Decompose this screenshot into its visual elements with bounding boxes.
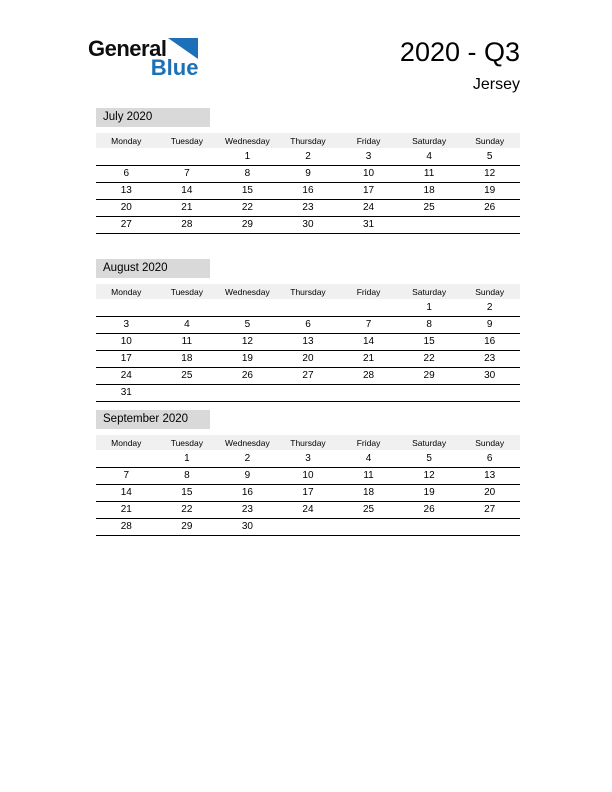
empty-day-cell <box>338 299 399 316</box>
empty-day-cell <box>278 518 339 535</box>
day-cell: 19 <box>399 484 460 501</box>
weekday-header: Sunday <box>459 284 520 299</box>
day-cell: 16 <box>278 182 339 199</box>
day-cell: 13 <box>278 333 339 350</box>
month-section-september <box>96 410 520 536</box>
empty-day-cell <box>217 299 278 316</box>
day-cell: 2 <box>459 299 520 316</box>
logo-text-general: General <box>88 36 167 61</box>
empty-day-cell <box>157 384 218 401</box>
empty-day-cell <box>217 384 278 401</box>
day-cell: 26 <box>217 367 278 384</box>
day-cell: 20 <box>278 350 339 367</box>
weekday-header-row <box>96 284 520 299</box>
day-cell: 9 <box>459 316 520 333</box>
title-block <box>400 38 520 94</box>
weekday-header: Friday <box>338 435 399 450</box>
day-cell: 15 <box>217 182 278 199</box>
day-cell: 20 <box>96 199 157 216</box>
week-row <box>96 165 520 182</box>
day-cell: 25 <box>338 501 399 518</box>
week-row <box>96 333 520 350</box>
day-cell: 3 <box>96 316 157 333</box>
week-row <box>96 350 520 367</box>
empty-day-cell <box>459 384 520 401</box>
month-section-august <box>96 259 520 402</box>
day-cell: 30 <box>278 216 339 233</box>
day-cell: 30 <box>459 367 520 384</box>
day-cell: 30 <box>217 518 278 535</box>
week-row <box>96 501 520 518</box>
month-title: September 2020 <box>96 410 210 429</box>
day-cell: 31 <box>338 216 399 233</box>
day-cell: 24 <box>338 199 399 216</box>
week-row <box>96 450 520 467</box>
day-cell: 31 <box>96 384 157 401</box>
day-cell: 5 <box>459 148 520 165</box>
day-cell: 12 <box>399 467 460 484</box>
weekday-header: Saturday <box>399 435 460 450</box>
day-cell: 17 <box>338 182 399 199</box>
day-cell: 27 <box>96 216 157 233</box>
day-cell: 23 <box>459 350 520 367</box>
day-cell: 22 <box>217 199 278 216</box>
day-cell: 5 <box>399 450 460 467</box>
day-cell: 17 <box>96 350 157 367</box>
calendar-table <box>96 284 520 402</box>
week-row <box>96 467 520 484</box>
calendar-table <box>96 435 520 536</box>
weekday-header-row <box>96 133 520 148</box>
day-cell: 19 <box>459 182 520 199</box>
day-cell: 13 <box>459 467 520 484</box>
week-row <box>96 148 520 165</box>
day-cell: 28 <box>157 216 218 233</box>
day-cell: 22 <box>157 501 218 518</box>
day-cell: 8 <box>217 165 278 182</box>
weekday-header: Monday <box>96 435 157 450</box>
logo-text-blue: Blue <box>150 55 199 80</box>
day-cell: 26 <box>399 501 460 518</box>
day-cell: 11 <box>338 467 399 484</box>
weekday-header: Saturday <box>399 133 460 148</box>
day-cell: 21 <box>96 501 157 518</box>
week-row <box>96 518 520 535</box>
weekday-header: Monday <box>96 133 157 148</box>
day-cell: 9 <box>278 165 339 182</box>
weekday-header: Sunday <box>459 435 520 450</box>
day-cell: 16 <box>459 333 520 350</box>
day-cell: 28 <box>96 518 157 535</box>
weekday-header: Sunday <box>459 133 520 148</box>
week-row <box>96 367 520 384</box>
week-row <box>96 299 520 316</box>
weekday-header: Friday <box>338 284 399 299</box>
day-cell: 10 <box>96 333 157 350</box>
quarter-title: 2020 - Q3 <box>399 37 520 67</box>
day-cell: 4 <box>338 450 399 467</box>
week-row <box>96 182 520 199</box>
day-cell: 14 <box>157 182 218 199</box>
day-cell: 6 <box>278 316 339 333</box>
day-cell: 7 <box>338 316 399 333</box>
location-subtitle: Jersey <box>472 75 520 93</box>
day-cell: 25 <box>157 367 218 384</box>
day-cell: 6 <box>96 165 157 182</box>
weekday-header: Wednesday <box>217 435 278 450</box>
day-cell: 13 <box>96 182 157 199</box>
day-cell: 14 <box>96 484 157 501</box>
weekday-header: Monday <box>96 284 157 299</box>
week-row <box>96 316 520 333</box>
empty-day-cell <box>338 518 399 535</box>
day-cell: 14 <box>338 333 399 350</box>
day-cell: 24 <box>96 367 157 384</box>
empty-day-cell <box>278 299 339 316</box>
day-cell: 19 <box>217 350 278 367</box>
day-cell: 3 <box>338 148 399 165</box>
day-cell: 25 <box>399 199 460 216</box>
month-title: August 2020 <box>96 259 210 278</box>
week-row <box>96 384 520 401</box>
empty-day-cell <box>459 518 520 535</box>
empty-day-cell <box>96 148 157 165</box>
day-cell: 3 <box>278 450 339 467</box>
day-cell: 21 <box>157 199 218 216</box>
day-cell: 29 <box>157 518 218 535</box>
calendar-table <box>96 133 520 234</box>
empty-day-cell <box>399 216 460 233</box>
day-cell: 1 <box>157 450 218 467</box>
empty-day-cell <box>399 518 460 535</box>
day-cell: 8 <box>399 316 460 333</box>
day-cell: 9 <box>217 467 278 484</box>
day-cell: 23 <box>217 501 278 518</box>
day-cell: 4 <box>399 148 460 165</box>
day-cell: 5 <box>217 316 278 333</box>
empty-day-cell <box>459 216 520 233</box>
weekday-header: Wednesday <box>217 133 278 148</box>
day-cell: 15 <box>399 333 460 350</box>
day-cell: 22 <box>399 350 460 367</box>
weekday-header-row <box>96 435 520 450</box>
day-cell: 12 <box>217 333 278 350</box>
empty-day-cell <box>338 384 399 401</box>
day-cell: 11 <box>399 165 460 182</box>
day-cell: 23 <box>278 199 339 216</box>
day-cell: 8 <box>157 467 218 484</box>
week-row <box>96 484 520 501</box>
month-title: July 2020 <box>96 108 210 127</box>
weekday-header: Tuesday <box>157 284 218 299</box>
day-cell: 10 <box>338 165 399 182</box>
weekday-header: Thursday <box>278 284 339 299</box>
weekday-header: Thursday <box>278 133 339 148</box>
day-cell: 10 <box>278 467 339 484</box>
day-cell: 18 <box>338 484 399 501</box>
day-cell: 16 <box>217 484 278 501</box>
day-cell: 27 <box>459 501 520 518</box>
empty-day-cell <box>157 148 218 165</box>
day-cell: 24 <box>278 501 339 518</box>
weekday-header: Friday <box>338 133 399 148</box>
weekday-header: Tuesday <box>157 435 218 450</box>
day-cell: 2 <box>278 148 339 165</box>
day-cell: 17 <box>278 484 339 501</box>
empty-day-cell <box>96 450 157 467</box>
empty-day-cell <box>157 299 218 316</box>
day-cell: 29 <box>399 367 460 384</box>
empty-day-cell <box>96 299 157 316</box>
day-cell: 26 <box>459 199 520 216</box>
general-blue-logo <box>88 38 198 79</box>
day-cell: 2 <box>217 450 278 467</box>
day-cell: 27 <box>278 367 339 384</box>
day-cell: 29 <box>217 216 278 233</box>
empty-day-cell <box>278 384 339 401</box>
day-cell: 18 <box>399 182 460 199</box>
day-cell: 1 <box>399 299 460 316</box>
week-row <box>96 199 520 216</box>
day-cell: 15 <box>157 484 218 501</box>
day-cell: 7 <box>157 165 218 182</box>
day-cell: 20 <box>459 484 520 501</box>
month-section-july <box>96 108 520 234</box>
day-cell: 7 <box>96 467 157 484</box>
weekday-header: Thursday <box>278 435 339 450</box>
day-cell: 12 <box>459 165 520 182</box>
day-cell: 11 <box>157 333 218 350</box>
day-cell: 1 <box>217 148 278 165</box>
week-row <box>96 216 520 233</box>
weekday-header: Tuesday <box>157 133 218 148</box>
day-cell: 6 <box>459 450 520 467</box>
weekday-header: Saturday <box>399 284 460 299</box>
empty-day-cell <box>399 384 460 401</box>
day-cell: 18 <box>157 350 218 367</box>
day-cell: 28 <box>338 367 399 384</box>
day-cell: 4 <box>157 316 218 333</box>
weekday-header: Wednesday <box>217 284 278 299</box>
day-cell: 21 <box>338 350 399 367</box>
